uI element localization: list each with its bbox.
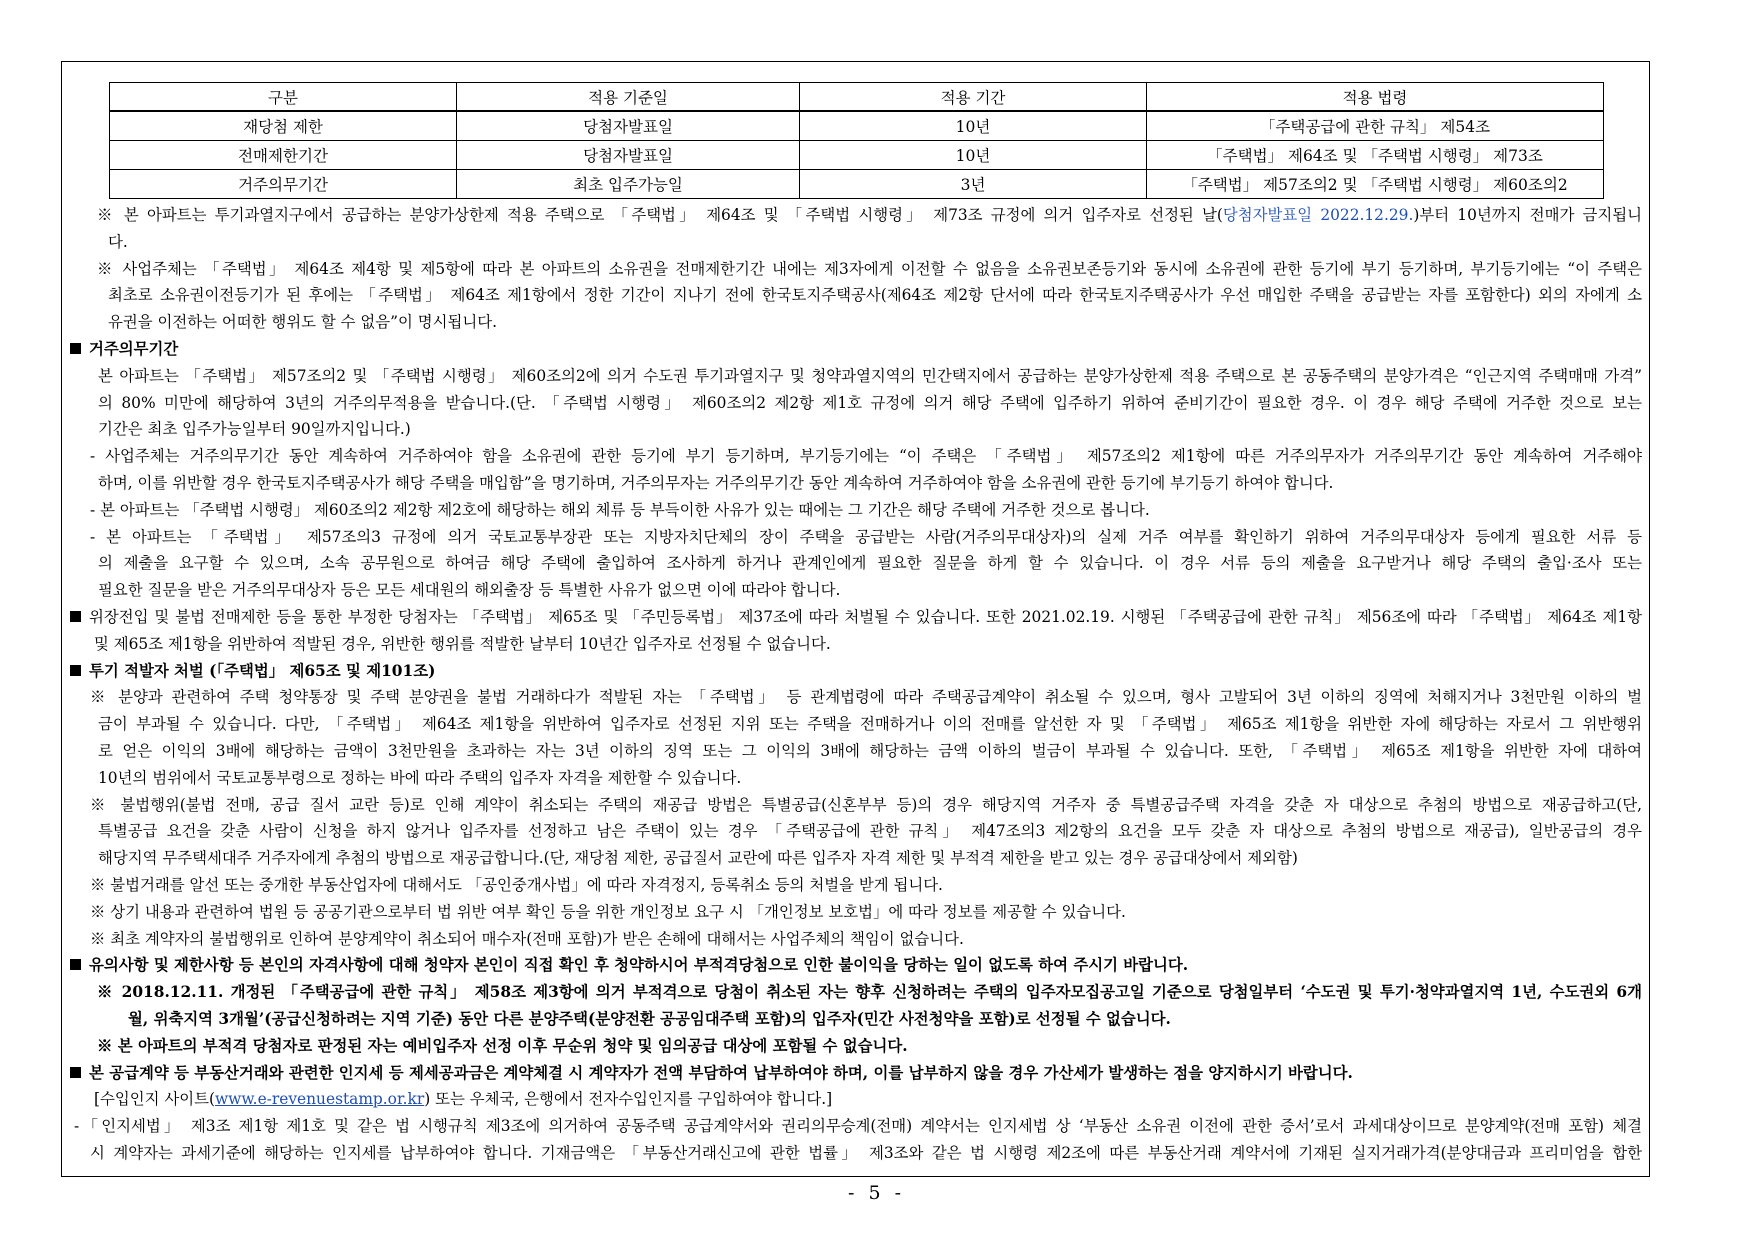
note-line: 유권을 이전하는 어떠한 행위도 할 수 없음”이 명시됩니다. xyxy=(108,313,497,332)
table-header-row xyxy=(110,83,1604,112)
table-header-cell: 적용 법령 xyxy=(1147,83,1604,112)
table-row xyxy=(110,111,1604,141)
note-line: 월, 위축지역 3개월’(공급신청하려는 지역 기준) 동안 다른 분양주택(분양전환 공공임대주택 포함)의 입주자(민간 사전청약을 포함)로 선정될 수 없습니다. xyxy=(128,1009,1171,1028)
paragraph-line: 본 아파트는 「주택법」 제57조의2 및 「주택법 시행령」 제60조의2에 의거 수도권 투기과열지구 및 청약과열지역의 민간택지에서 공급하는 분양가상한제 적용 주택으로 본 공동주택의 분양가격은 “인근지역 주택매매 가격” xyxy=(98,366,1642,385)
heading-text: 투기 적발자 처벌 (「주택법」 제65조 및 제101조) xyxy=(89,661,436,680)
section-heading-penalty xyxy=(70,658,1642,685)
dash-item-line: 하며, 이를 위반할 경우 한국토지주택공사가 해당 주택을 매입함”을 명기하며, 거주의무자는 거주의무기간 동안 계속하여 거주하여야 함을 소유권에 관한 등기에 부기등기 하여야 합니다. xyxy=(98,473,1334,492)
announcement-date: 당첨자발표일 2022.12.29. xyxy=(1222,206,1414,224)
paragraph-text: 위장전입 및 불법 전매제한 등을 통한 부정한 당첨자는 「주택법」 제65조 및 「주민등록법」 제37조에 따라 처벌될 수 있습니다. 또한 2021.02.19. 시행된 「주택공급에 관한 규칙」 제56조에 따라 「주택법」 제64조 제1항 xyxy=(89,607,1642,626)
section-heading-stamp-tax xyxy=(70,1060,1642,1087)
table-row xyxy=(110,170,1604,199)
dash-item-line: 시 계약자는 과세기준에 해당하는 인지세를 납부하여야 합니다. 기재금액은 「부동산거래신고에 관한 법률」 제3조와 같은 법 시행령 제2조에 따른 부동산거래 계약서에 기재된 실지거래가격(분양대금과 프리미엄을 합한 xyxy=(90,1143,1642,1162)
heading-text: 거주의무기간 xyxy=(89,339,179,358)
dash-item-line: - 본 아파트는 「주택법」 제57조의3 규정에 의거 국토교통부장관 또는 지방자치단체의 장이 주택을 공급받는 사람(거주의무대상자)의 실제 거주 여부를 확인하기 위하여 거주의무대상자 등에게 필요한 서류 등 xyxy=(90,527,1642,546)
restriction-table xyxy=(109,82,1604,199)
table-cell: 3년 xyxy=(800,170,1147,199)
square-bullet-icon xyxy=(70,1067,81,1078)
note-line: ※ 분양과 관련하여 주택 청약통장 및 주택 분양권을 불법 거래하다가 적발된 자는 「주택법」 등 관계법령에 따라 주택공급계약이 취소될 수 있으며, 형사 고발되어 3년 이하의 징역에 처해지거나 3천만원 이하의 벌 xyxy=(90,688,1642,707)
table-cell: 재당첨 제한 xyxy=(110,111,457,141)
note-text: ※ 본 아파트는 투기과열지구에서 공급하는 분양가상한제 적용 주택으로 「주택법」 제64조 및 「주택법 시행령」 제73조 규정에 의거 입주자로 선정된 날( xyxy=(97,206,1223,224)
stamp-site-line xyxy=(70,1086,1642,1113)
note-line: 최초로 소유권이전등기가 된 후에는 「주택법」 제64조 제1항에서 정한 기간이 지나기 전에 한국토지주택공사(제64조 제2항 단서에 따라 한국토지주택공사가 우선 매입한 주택을 공급받는 자를 포함한다) 외의 자에게 소 xyxy=(108,286,1642,305)
table-cell: 「주택공급에 관한 규칙」 제54조 xyxy=(1147,111,1604,141)
paragraph-line: 의 80% 미만에 해당하여 3년의 거주의무적용을 받습니다.(단. 「주택법 시행령」 제60조의2 제2항 제1호 규정에 의거 해당 주택에 입주하기 위하여 준비기간이 필요한 경우. 이 경우 해당 주택에 거주한 것으로 보는 xyxy=(98,393,1642,412)
table-cell: 당첨자발표일 xyxy=(457,141,800,170)
note-line: 로 얻은 이익의 3배에 해당하는 금액이 3천만원을 초과하는 자는 3년 이하의 징역 또는 그 이익의 3배에 해당하는 금액 이하의 벌금이 부과될 수 있습니다. 또한, 「주택법」 제65조 제1항을 위반한 자에 대하여 xyxy=(98,741,1642,760)
note-line: ※ 본 아파트의 부적격 당첨자로 판정된 자는 예비입주자 선정 이후 무순위 청약 및 임의공급 대상에 포함될 수 없습니다. xyxy=(97,1036,908,1055)
table-header-cell: 적용 기간 xyxy=(800,83,1147,112)
note-line: ※ 2018.12.11. 개정된 「주택공급에 관한 규칙」 제58조 제3항에 의거 부적격으로 당첨이 취소된 자는 향후 신청하려는 주택의 입주자모집공고일 기준으로 당첨일부터 ‘수도권 및 투기·청약과열지역 1년, 수도권외 6개 xyxy=(97,983,1642,1002)
note-text: )부터 10년까지 전매가 금지됩니 xyxy=(1413,206,1642,224)
square-bullet-icon xyxy=(70,611,81,622)
heading-text: 유의사항 및 제한사항 등 본인의 자격사항에 대해 청약자 본인이 직접 확인 후 청약하시어 부적격당첨으로 인한 불이익을 당하는 일이 없도록 하여 주시기 바랍니다. xyxy=(89,956,1189,975)
table-row xyxy=(110,141,1604,170)
section-illegal-transfer xyxy=(70,604,1642,631)
note-line: ※ 불법거래를 알선 또는 중개한 부동산업자에 대해서도 「공인중개사법」에 따라 자격정지, 등록취소 등의 처벌을 받게 됩니다. xyxy=(90,875,943,894)
square-bullet-icon xyxy=(70,959,81,970)
content-frame xyxy=(61,61,1650,1177)
table-cell: 10년 xyxy=(800,111,1147,141)
note-line: 10년의 범위에서 국토교통부령으로 정하는 바에 따라 주택의 입주자 자격을 제한할 수 있습니다. xyxy=(98,768,742,787)
note-line: 다. xyxy=(108,232,128,251)
document-body xyxy=(70,202,1642,1167)
note-line: 금이 부과될 수 있습니다. 다만, 「주택법」 제64조 제1항을 위반하여 입주자로 선정된 지위 또는 주택을 전매하거나 이의 전매를 알선한 자 및 「주택법」 제65조 제1항을 위반한 자에 해당하는 자로서 그 위반행위 xyxy=(98,715,1642,734)
table-header-cell: 적용 기준일 xyxy=(457,83,800,112)
note-text: ) 또는 우체국, 은행에서 전자수입인지를 구입하여야 합니다.] xyxy=(424,1090,833,1109)
dash-item-line: - 본 아파트는 「주택법 시행령」 제60조의2 제2항 제2호에 해당하는 해외 체류 등 부득이한 사유가 있는 때에는 그 기간은 해당 주택에 거주한 것으로 봅니다. xyxy=(90,500,1150,519)
page-number: - 5 - xyxy=(847,1182,905,1204)
note-line: ※ 최초 계약자의 불법행위로 인하여 분양계약이 취소되어 매수자(전매 포함)가 받은 손해에 대해서는 사업주체의 책임이 없습니다. xyxy=(90,929,964,948)
dash-item-line: 필요한 질문을 받은 거주의무대상자 등은 모든 세대원의 해외출장 등 특별한 사유가 없으면 이에 따라야 합니다. xyxy=(98,581,841,600)
table-cell: 전매제한기간 xyxy=(110,141,457,170)
dash-item-line: -「인지세법」 제3조 제1항 제1호 및 같은 법 시행규칙 제3조에 의거하여 공동주택 공급계약서와 권리의무승계(전매) 계약서는 인지세법 상 ‘부동산 소유권 이전에 관한 증서’로서 과세대상이므로 분양계약(전매 포함) 체결 xyxy=(74,1117,1642,1136)
section-heading-caution xyxy=(70,952,1642,979)
table-header-cell: 구분 xyxy=(110,83,457,112)
note-line: ※ 사업주체는 「주택법」 제64조 제4항 및 제5항에 따라 본 아파트의 소유권을 전매제한기간 내에는 제3자에게 이전할 수 없음을 소유권보존등기와 동시에 소유권에 관한 등기에 부기 등기하며, 부기등기에는 “이 주택은 xyxy=(97,259,1642,278)
paragraph-line: 기간은 최초 입주가능일부터 90일까지입니다.) xyxy=(98,420,411,439)
note-resale-ban xyxy=(70,202,1642,229)
heading-text: 본 공급계약 등 부동산거래와 관련한 인지세 등 제세공과금은 계약체결 시 계약자가 전액 부담하여 납부하여야 하며, 이를 납부하지 않을 경우 가산세가 발생하는 점을 양지하시기 바랍니다. xyxy=(89,1063,1353,1082)
table-cell: 「주택법」 제64조 및 「주택법 시행령」 제73조 xyxy=(1147,141,1604,170)
paragraph-line: 및 제65조 제1항을 위반하여 적발된 경우, 위반한 행위를 적발한 날부터 10년간 입주자로 선정될 수 없습니다. xyxy=(94,634,831,653)
note-text: [수입인지 사이트( xyxy=(94,1090,215,1109)
dash-item-line: 의 제출을 요구할 수 있으며, 소속 공무원으로 하여금 해당 주택에 출입하여 조사하게 하거나 관계인에게 필요한 질문을 하게 할 수 있습니다. 이 경우 서류 등의 제출을 요구받거나 해당 주택의 출입·조사 또는 xyxy=(98,554,1642,573)
section-heading-residence xyxy=(70,336,1642,363)
note-line: 해당지역 무주택세대주 거주자에게 추첨의 방법으로 재공급합니다.(단, 재당첨 제한, 공급질서 교란에 따른 입주자 자격 제한 및 부적격 제한을 받고 있는 경우 공급대상에서 제외함) xyxy=(98,849,1298,868)
note-line: 특별공급 요건을 갖춘 사람이 신청을 하지 않거나 입주자를 선정하고 남은 주택이 있는 경우 「주택공급에 관한 규칙」 제47조의3 제2항의 요건을 모두 갖춘 자 대상으로 추첨의 방법으로 재공급), 일반공급의 경우 xyxy=(98,822,1642,841)
table-cell: 「주택법」 제57조의2 및 「주택법 시행령」 제60조의2 xyxy=(1147,170,1604,199)
note-line: ※ 상기 내용과 관련하여 법원 등 공공기관으로부터 법 위반 여부 확인 등을 위한 개인정보 요구 시 「개인정보 보호법」에 따라 정보를 제공할 수 있습니다. xyxy=(90,902,1126,921)
dash-item-line: - 사업주체는 거주의무기간 동안 계속하여 거주하여야 함을 소유권에 관한 등기에 부기 등기하며, 부기등기에는 “이 주택은 「주택법」 제57조의2 제1항에 따른 거주의무자가 거주의무기간 동안 계속하여 거주해야 xyxy=(90,447,1642,466)
table-cell: 10년 xyxy=(800,141,1147,170)
note-line: ※ 불법행위(불법 전매, 공급 질서 교란 등)로 인해 계약이 취소되는 주택의 재공급 방법은 특별공급(신혼부부 등)의 경우 해당지역 거주자 중 특별공급주택 자격을 갖춘 자 대상으로 추첨의 방법으로 재공급하고(단, xyxy=(90,795,1642,814)
square-bullet-icon xyxy=(70,665,81,676)
table-cell: 최초 입주가능일 xyxy=(457,170,800,199)
table-cell: 거주의무기간 xyxy=(110,170,457,199)
square-bullet-icon xyxy=(70,343,81,354)
table-cell: 당첨자발표일 xyxy=(457,111,800,141)
revenue-stamp-link[interactable]: www.e-revenuestamp.or.kr xyxy=(214,1090,425,1109)
